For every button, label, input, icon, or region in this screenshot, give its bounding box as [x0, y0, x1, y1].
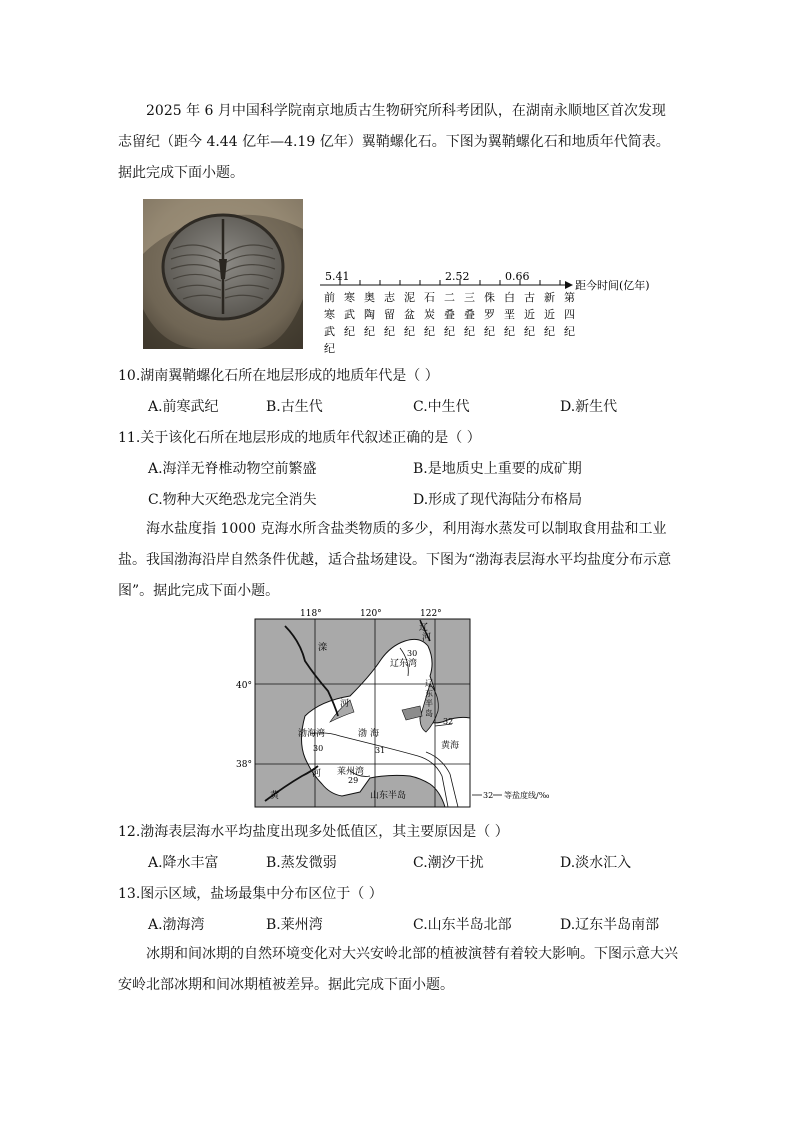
map-label-bohai-2: 海: [370, 729, 380, 739]
map-label-shandong: 山东半岛: [370, 791, 407, 801]
timeline-period-7-char-2: 纪: [464, 325, 475, 338]
timeline-period-9-char-1: 垩: [504, 308, 515, 321]
timeline-period-11-char-1: 近: [544, 308, 555, 321]
timeline-number-2-52: 2.52: [445, 270, 470, 283]
q11-option-b[interactable]: B.是地质史上重要的成矿期: [413, 461, 582, 477]
question-11: 11.关于该化石所在地层形成的地质年代叙述正确的是（ ）: [118, 430, 481, 446]
question-13: 13.图示区域，盐场最集中分布区位于（ ）: [118, 886, 383, 902]
isoline-label-31: 31: [375, 746, 386, 755]
q11-option-a[interactable]: A.海洋无脊椎动物空前繁盛: [148, 461, 317, 477]
timeline-number-5-41: 5.41: [325, 270, 350, 283]
timeline-period-6-char-1: 叠: [444, 308, 455, 321]
intro-paragraph-fossil: 2025 年 6 月中国科学院南京地质古生物研究所科考团队，在湖南永顺地区首次发现志留纪（距今 4.44 亿年—4.19 亿年）翼鞘螺化石。下图为翼鞘螺化石和地质年代简表。据此完成下面小题。: [118, 103, 670, 181]
timeline-period-3-char-2: 纪: [384, 325, 395, 338]
q10-option-c[interactable]: C.中生代: [413, 399, 470, 415]
intro-paragraph-salinity: 海水盐度指 1000 克海水所含盐类物质的多少，利用海水蒸发可以制取食用盐和工业盐。我国渤海沿岸自然条件优越，适合盐场建设。下图为“渤海表层海水平均盐度分布示意图”。据此完成下面小题。: [118, 521, 672, 599]
map-label-liaodong-2: 东: [425, 689, 433, 698]
timeline-period-9-char-0: 白: [504, 291, 515, 304]
q13-option-d[interactable]: D.辽东半岛南部: [560, 917, 660, 933]
timeline-period-5-char-0: 石: [424, 291, 435, 304]
timeline-period-2-char-1: 陶: [364, 308, 375, 321]
timeline-period-2-char-0: 奥: [364, 291, 375, 304]
question-10: 10.湖南翼鞘螺化石所在地层形成的地质年代是（ ）: [118, 368, 439, 384]
fossil-photo: [143, 199, 303, 349]
q10-option-d[interactable]: D.新生代: [560, 399, 618, 415]
q12-option-a[interactable]: A.降水丰富: [148, 855, 219, 871]
map-label-liao: 辽: [419, 623, 429, 633]
timeline-period-7-char-1: 叠: [464, 308, 475, 321]
timeline-period-1-char-1: 武: [344, 308, 355, 321]
q12-option-b[interactable]: B.蒸发微弱: [266, 855, 337, 871]
timeline-period-5-char-2: 纪: [424, 325, 435, 338]
timeline-period-11-char-0: 新: [544, 291, 555, 304]
q11-option-d[interactable]: D.形成了现代海陆分布格局: [413, 492, 583, 508]
timeline-period-8-char-1: 罗: [484, 308, 495, 321]
timeline-period-10-char-1: 近: [524, 308, 535, 321]
map-label-he2: 河: [422, 633, 432, 643]
q13-option-a[interactable]: A.渤海湾: [148, 917, 205, 933]
lon-122: 122°: [420, 609, 442, 619]
q10-option-a[interactable]: A.前寒武纪: [148, 399, 219, 415]
timeline-period-1-char-0: 寒: [344, 291, 355, 304]
q10-option-b[interactable]: B.古生代: [266, 399, 323, 415]
timeline-period-2-char-2: 纪: [364, 325, 375, 338]
q12-option-d[interactable]: D.淡水汇入: [560, 855, 632, 871]
timeline-period-3-char-1: 留: [384, 308, 395, 321]
timeline-number-0-66: 0.66: [505, 270, 530, 283]
isoline-label-32a: 32: [443, 717, 454, 726]
map-label-river-he: 河: [312, 769, 322, 779]
timeline-period-7-char-0: 三: [464, 291, 475, 304]
timeline-period-0-char-0: 前: [324, 291, 335, 304]
map-label-he: 河: [340, 699, 350, 709]
map-label-huanghai: 黄海: [441, 741, 460, 751]
timeline-period-10-char-2: 纪: [524, 325, 535, 338]
q13-option-c[interactable]: C.山东半岛北部: [413, 917, 512, 933]
map-label-bohaiwan: 渤海湾: [298, 729, 326, 739]
isoline-label-30a: 30: [407, 649, 418, 658]
timeline-period-12-char-0: 第: [564, 291, 575, 304]
question-12: 12.渤海表层海水平均盐度出现多处低值区，其主要原因是（ ）: [118, 824, 509, 840]
geologic-time-scale: [313, 268, 663, 358]
timeline-period-6-char-2: 纪: [444, 325, 455, 338]
map-label-huang: 黄: [270, 791, 280, 801]
map-label-luan: 滦: [318, 643, 328, 653]
timeline-period-8-char-0: 侏: [484, 291, 495, 304]
timeline-period-4-char-2: 纪: [404, 325, 415, 338]
isoline-label-29: 29: [348, 776, 359, 785]
timeline-period-6-char-0: 二: [444, 291, 455, 304]
bohai-salinity-map: [230, 606, 560, 809]
q11-option-c[interactable]: C.物种大灭绝恐龙完全消失: [148, 492, 317, 508]
lon-118: 118°: [300, 609, 322, 619]
map-label-bohai-1: 渤: [358, 729, 368, 739]
map-label-liaodong-4: 岛: [425, 709, 433, 718]
timeline-period-11-char-2: 纪: [544, 325, 555, 338]
timeline-period-0-char-1: 寒: [324, 308, 335, 321]
lat-40: 40°: [236, 681, 252, 691]
lon-120: 120°: [360, 609, 382, 619]
timeline-period-0-char-3: 纪: [324, 342, 335, 355]
timeline-period-10-char-0: 古: [524, 291, 535, 304]
timeline-period-12-char-1: 四: [564, 308, 575, 321]
isoline-label-30b: 30: [313, 744, 324, 753]
map-label-liaodongwan: 辽东湾: [390, 659, 418, 669]
isoline-label-32b: 32: [483, 791, 494, 800]
map-label-liaodong-1: 辽: [425, 679, 433, 688]
timeline-period-12-char-2: 纪: [564, 325, 575, 338]
map-label-laizhouwan: 莱州湾: [337, 767, 365, 777]
lat-38: 38°: [236, 760, 252, 770]
map-label-liaodong-3: 半: [425, 699, 433, 708]
timeline-period-3-char-0: 志: [384, 291, 395, 304]
q13-option-b[interactable]: B.莱州湾: [266, 917, 323, 933]
timeline-period-4-char-0: 泥: [404, 291, 415, 304]
timeline-period-4-char-1: 盆: [404, 308, 415, 321]
timeline-period-1-char-2: 纪: [344, 325, 355, 338]
intro-paragraph-glacial: 冰期和间冰期的自然环境变化对大兴安岭北部的植被演替有着较大影响。下图示意大兴安岭北部冰期和间冰期植被差异。据此完成下面小题。: [118, 946, 678, 993]
timeline-period-0-char-2: 武: [324, 325, 335, 338]
timeline-axis-label: 距今时间(亿年): [575, 279, 650, 292]
timeline-period-9-char-2: 纪: [504, 325, 515, 338]
timeline-period-8-char-2: 纪: [484, 325, 495, 338]
q12-option-c[interactable]: C.潮汐干扰: [413, 855, 484, 871]
timeline-period-5-char-1: 炭: [424, 308, 435, 321]
map-legend: 等盐度线/‰: [504, 791, 550, 800]
